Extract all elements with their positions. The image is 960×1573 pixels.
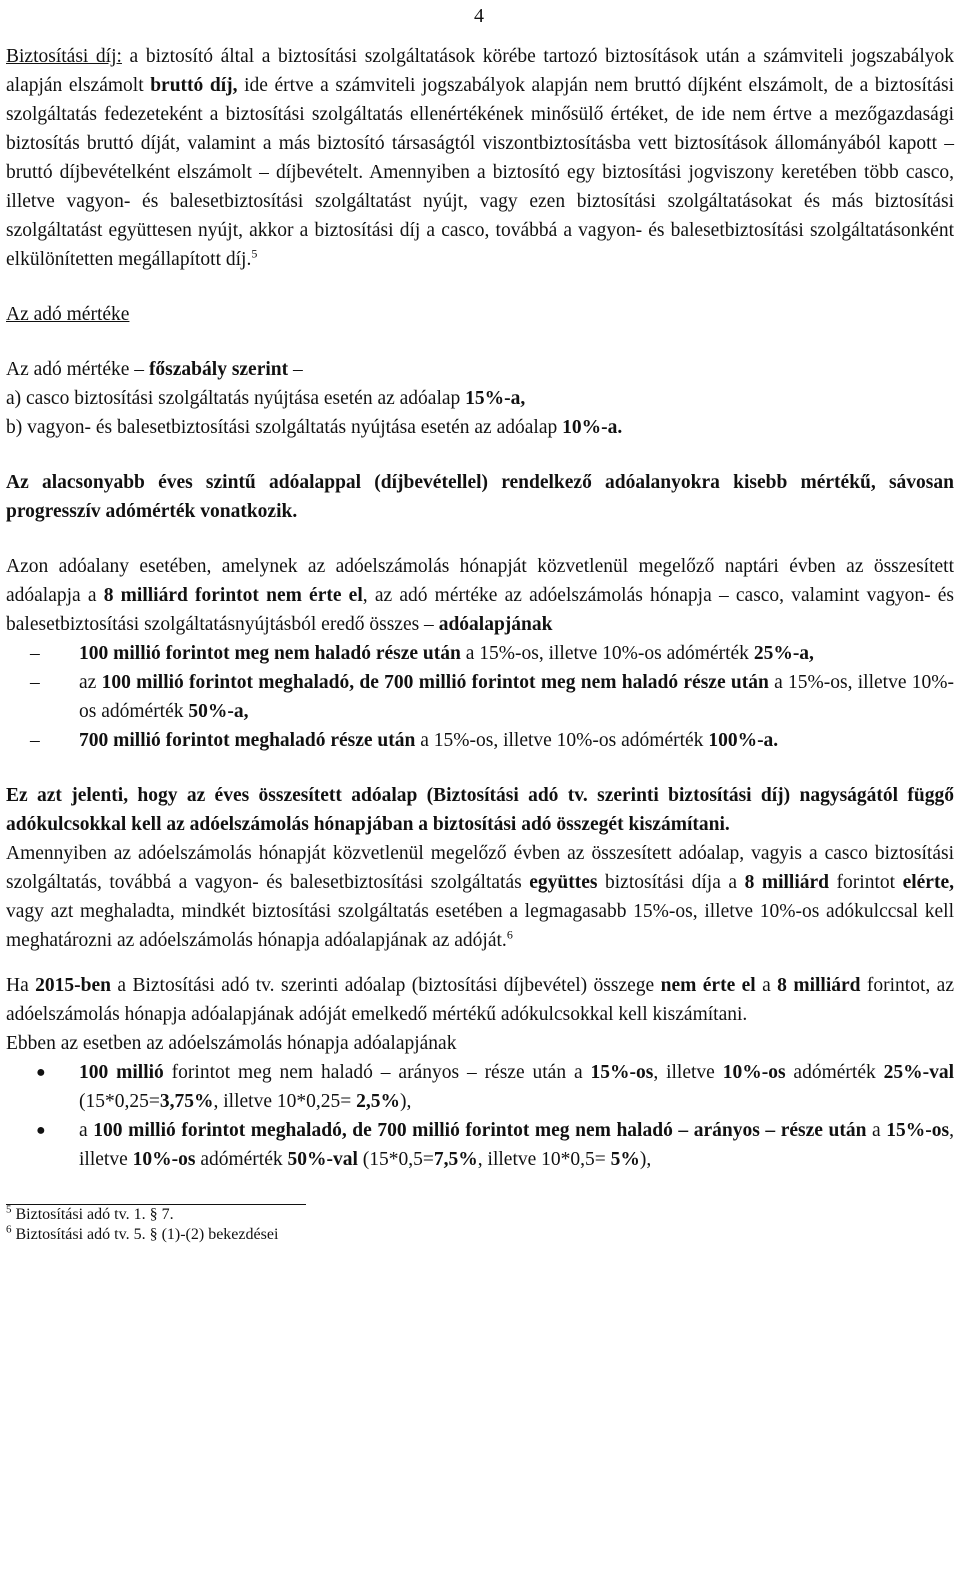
document-page — [6, 0, 954, 1245]
list-item: – 100 millió forintot meg nem haladó része után a 15%-os, illetve 10%-os adómérték 25%-a, — [6, 639, 954, 668]
list-item: – az 100 millió forintot meghaladó, de 700 millió forintot meg nem haladó része után a 15%-os, illetve 10%-os adómérték 50%-a, — [6, 668, 954, 726]
bullet-marker: ● — [36, 1064, 46, 1081]
list-item: ● 100 millió forintot meg nem haladó – arányos – része után a 15%-os, illetve 10%-os adómérték 25%-val (15*0,25=3,75%, illetve 10*0,25= 2,5%), — [6, 1058, 954, 1116]
section-heading: Az adó mértéke — [6, 304, 130, 325]
rate-item-b: b) vagyon- és balesetbiztosítási szolgáltatás nyújtása esetén az adóalap 10%-a. — [6, 417, 623, 438]
proportional-rate-list — [6, 1058, 954, 1174]
meaning-paragraph: Ez azt jelenti, hogy az éves összesített adóalap (Biztosítási adó tv. szerinti biztosítási díj) nagyságától függő adókulcsokkal kell az adóelszámolás hónapjában a biztosítási adó összegét kiszámítani. — [6, 785, 954, 835]
footnote-5: $^5$ Biztosítási adó tv. 1. § 7. — [6, 1203, 174, 1223]
term-biztositasi-dij: Biztosítási díj: — [6, 46, 122, 67]
case-intro: Ebben az esetben az adóelszámolás hónapja adóalapjának — [6, 1033, 457, 1054]
footnote-ref-6: 6 — [506, 927, 513, 942]
bullet-marker: ● — [36, 1122, 46, 1139]
rate-item-a: a) casco biztosítási szolgáltatás nyújtása esetén az adóalap 15%-a, — [6, 388, 526, 409]
list-item: ● a 100 millió forintot meghaladó, de 700 millió forintot meg nem haladó – arányos – része után a 15%-os, illetve 10%-os adómérték 50%-val (15*0,5=7,5%, illetve 10*0,5= 5%), — [6, 1116, 954, 1174]
dash-marker: – — [30, 643, 40, 664]
intro-paragraph: Biztosítási díj: a biztosító által a biztosítási szolgáltatások körébe tartozó biztosítások után a számviteli jogszabályok alapján elszámolt bruttó díj, ide értve a számviteli jogszabályok alapján nem bruttó díjként elszámolt, de a biztosítási szolgáltatás fedezeteként a biztosítási szolgáltatás ellenértékének minősülő értéket, de ide nem értve a mezőgazdasági biztosítás bruttó díját, valamint a más biztosító társaságtól viszontbiztosításba vett biztosítások állományából kapott – bruttó díjbevételként elszámolt – díjbevételt. Amennyiben a biztosító egy biztosítási jogviszony keretében több casco, illetve vagyon- és balesetbiztosítási szolgáltatást nyújt, vagy ezen biztosítási szolgáltatásokat és más biztosítási szolgáltatást együttesen nyújt, akkor a biztosítási díj a casco, továbbá a vagyon- és balesetbiztosítási szolgáltatásonként elkülönítetten megállapított díj.$^5$ — [6, 46, 954, 270]
rate-intro: Az adó mértéke – főszabály szerint – — [6, 359, 303, 380]
list-item: – 700 millió forintot meghaladó része után a 15%-os, illetve 10%-os adómérték 100%-a. — [6, 726, 954, 755]
footnote-6: $^6$ Biztosítási adó tv. 5. § (1)-(2) bekezdései — [6, 1223, 279, 1243]
footnote-ref-5: 5 — [251, 246, 258, 261]
year-2015-paragraph: Ha 2015-ben a Biztosítási adó tv. szerinti adóalap (biztosítási díjbevétel) összege nem érte el a 8 milliárd forintot, az adóelszámolás hónapja adóalapjának adóját emelkedő mértékű adókulcsokkal kell kiszámítani. — [6, 975, 954, 1025]
rate-band-list — [6, 639, 954, 755]
combined-premium-paragraph: Amennyiben az adóelszámolás hónapját közvetlenül megelőző évben az összesített adóalap, vagyis a casco biztosítási szolgáltatás, továbbá a vagyon- és balesetbiztosítási szolgáltatás együttes biztosítási díja a 8 milliárd forintot elérte, vagy azt meghaladta, mindkét biztosítási szolgáltatás esetében a legmagasabb 15%-os, illetve 10%-os adókulccsal kell meghatározni az adóelszámolás hónapja adóalapjának az adóját.$^6$ — [6, 843, 954, 951]
threshold-paragraph: Azon adóalany esetében, amelynek az adóelszámolás hónapját közvetlenül megelőző naptári évben az összesített adóalapja a 8 milliárd forintot nem érte el, az adó mértéke az adóelszámolás hónapja – casco, valamint vagyon- és balesetbiztosítási szolgáltatásnyújtásból eredő összes – adóalapjának — [6, 556, 954, 635]
progressive-rate-note: Az alacsonyabb éves szintű adóalappal (díjbevétellel) rendelkező adóalanyokra kisebb mértékű, sávosan progresszív adómérték vonatkozik. — [6, 472, 954, 522]
dash-marker: – — [30, 730, 40, 751]
dash-marker: – — [30, 672, 40, 693]
page-number: 4 — [474, 5, 484, 27]
